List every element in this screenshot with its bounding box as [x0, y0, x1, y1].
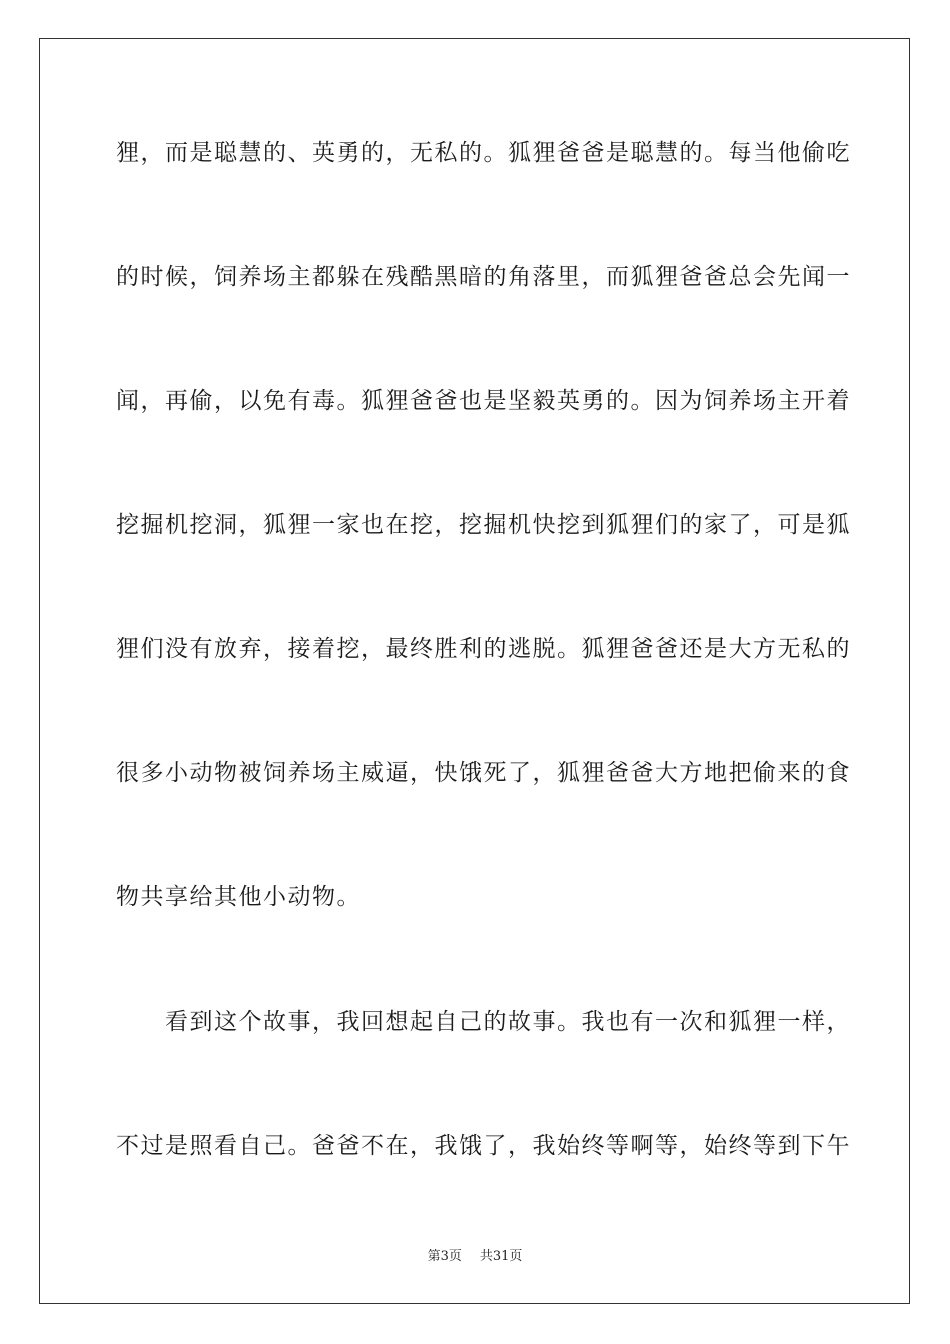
page-border — [39, 38, 910, 1304]
text-line: 物共享给其他小动物。 — [116, 884, 361, 910]
page-number: 第3页 — [427, 1249, 462, 1264]
text-line: 狸，而是聪慧的、英勇的，无私的。狐狸爸爸是聪慧的。每当他偷吃 — [116, 140, 851, 166]
text-line: 的时候，饲养场主都躲在残酷黑暗的角落里，而狐狸爸爸总会先闻一 — [116, 264, 851, 290]
text-line: 不过是照看自己。爸爸不在，我饿了，我始终等啊等，始终等到下午 — [116, 1133, 851, 1159]
text-line: 闻，再偷，以免有毒。狐狸爸爸也是坚毅英勇的。因为饲养场主开着 — [116, 388, 851, 414]
text-line: 狸们没有放弃，接着挖，最终胜利的逃脱。狐狸爸爸还是大方无私的 — [116, 636, 851, 662]
text-line: 看到这个故事，我回想起自己的故事。我也有一次和狐狸一样， — [116, 1009, 851, 1035]
text-line: 很多小动物被饲养场主威逼，快饿死了，狐狸爸爸大方地把偷来的食 — [116, 760, 851, 786]
text-line: 挖掘机挖洞，狐狸一家也在挖，挖掘机快挖到狐狸们的家了，可是狐 — [116, 512, 851, 538]
page-footer — [0, 1248, 950, 1266]
page-total: 共31页 — [479, 1249, 523, 1264]
